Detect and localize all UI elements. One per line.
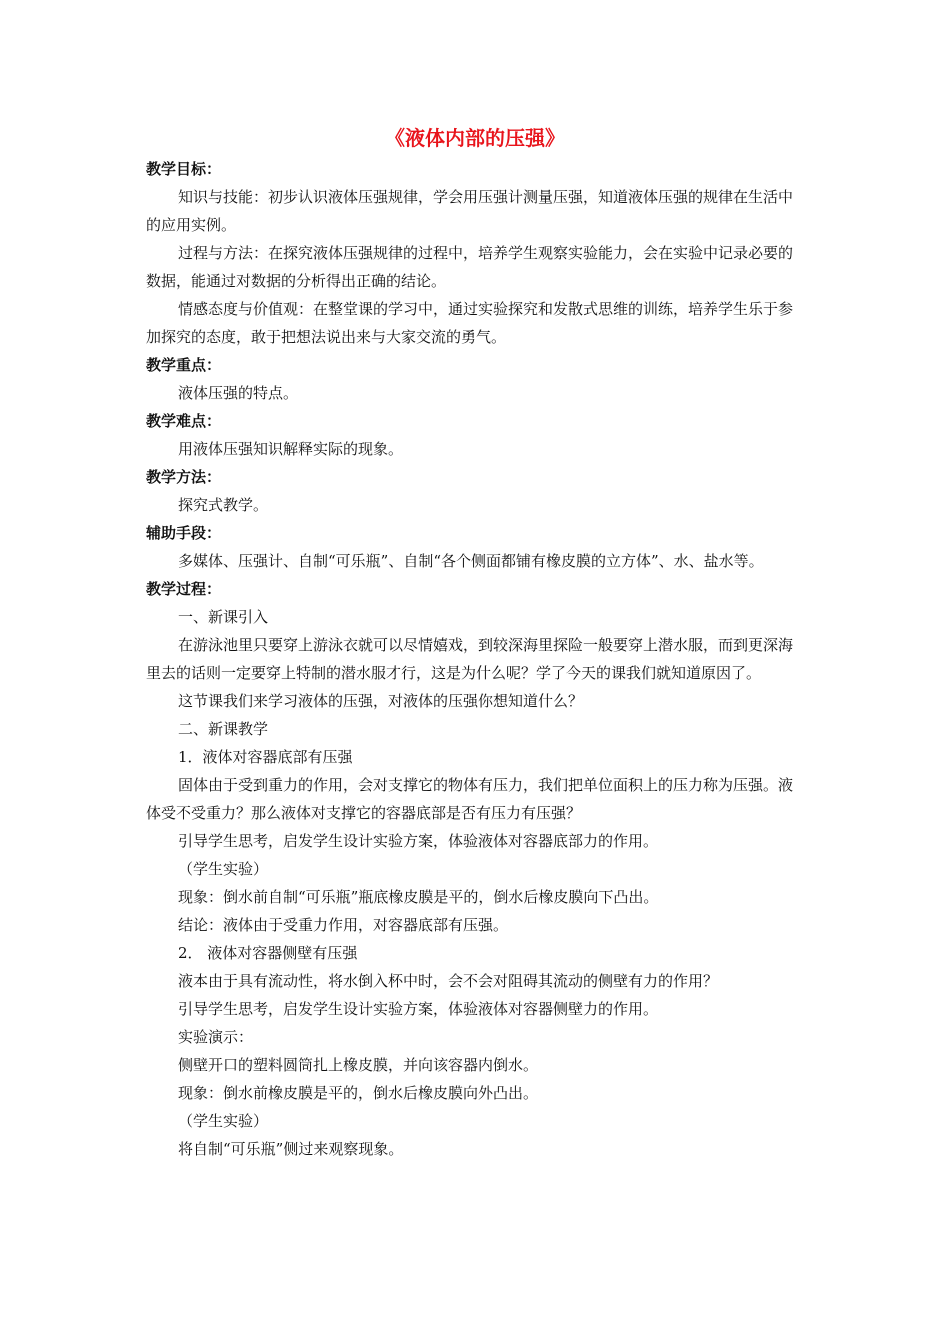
process-line: 实验演示：: [178, 1028, 254, 1046]
paragraph-method: 探究式教学。: [178, 496, 269, 514]
process-line: 这节课我们来学习液体的压强，对液体的压强你想知道什么？: [178, 692, 584, 710]
process-line: 2． 液体对容器侧壁有压强: [178, 944, 358, 962]
process-line: 侧壁开口的塑料圆筒扎上橡皮膜，并向该容器内倒水。: [178, 1056, 539, 1074]
paragraph-process: 过程与方法：在探究液体压强规律的过程中，培养学生观察实验能力，会在实验中记录必要的数据，能通过对数据的分析得出正确的结论。: [146, 244, 794, 290]
process-line: 引导学生思考，启发学生设计实验方案，体验液体对容器底部力的作用。: [178, 832, 659, 850]
paragraph-attitude: 情感态度与价值观：在整堂课的学习中，通过实验探究和发散式思维的训练，培养学生乐于参加探究的态度，敢于把想法说出来与大家交流的勇气。: [146, 300, 794, 346]
process-line: 1．液体对容器底部有压强: [178, 748, 353, 766]
paragraph-difficulties: 用液体压强知识解释实际的现象。: [178, 440, 404, 458]
heading-key-points: 教学重点：: [146, 356, 222, 374]
process-line: （学生实验）: [178, 1112, 269, 1130]
heading-difficulties: 教学难点：: [146, 412, 222, 430]
process-line: 在游泳池里只要穿上游泳衣就可以尽情嬉戏，到较深海里探险一般要穿上潜水服，而到更深海里去的话则一定要穿上特制的潜水服才行，这是为什么呢？学了今天的课我们就知道原因了。: [146, 636, 794, 682]
document-title: 《液体内部的压强》: [385, 126, 565, 150]
process-line: 将自制“可乐瓶”侧过来观察现象。: [178, 1140, 404, 1158]
heading-objectives: 教学目标：: [146, 160, 222, 178]
paragraph-aids: 多媒体、压强计、自制“可乐瓶”、自制“各个侧面都铺有橡皮膜的立方体”、水、盐水等。: [178, 552, 764, 570]
process-line: 现象：倒水前自制“可乐瓶”瓶底橡皮膜是平的，倒水后橡皮膜向下凸出。: [178, 888, 659, 906]
process-line: 固体由于受到重力的作用，会对支撑它的物体有压力，我们把单位面积上的压力称为压强。液体受不受重力？那么液体对支撑它的容器底部是否有压力有压强？: [146, 776, 794, 822]
heading-aids: 辅助手段：: [146, 524, 222, 542]
heading-process: 教学过程：: [146, 580, 222, 598]
process-line: 液本由于具有流动性，将水倒入杯中时，会不会对阻碍其流动的侧壁有力的作用？: [178, 972, 719, 990]
process-line: 引导学生思考，启发学生设计实验方案，体验液体对容器侧壁力的作用。: [178, 1000, 659, 1018]
process-line: 结论：液体由于受重力作用，对容器底部有压强。: [178, 916, 509, 934]
process-line: 二、新课教学: [178, 720, 269, 738]
process-line: （学生实验）: [178, 860, 269, 878]
heading-method: 教学方法：: [146, 468, 222, 486]
process-line: 现象：倒水前橡皮膜是平的，倒水后橡皮膜向外凸出。: [178, 1084, 539, 1102]
paragraph-key-points: 液体压强的特点。: [178, 384, 299, 402]
document-body: [146, 155, 806, 1163]
process-line: 一、新课引入: [178, 608, 269, 626]
paragraph-knowledge: 知识与技能：初步认识液体压强规律，学会用压强计测量压强，知道液体压强的规律在生活中的应用实例。: [146, 188, 794, 234]
